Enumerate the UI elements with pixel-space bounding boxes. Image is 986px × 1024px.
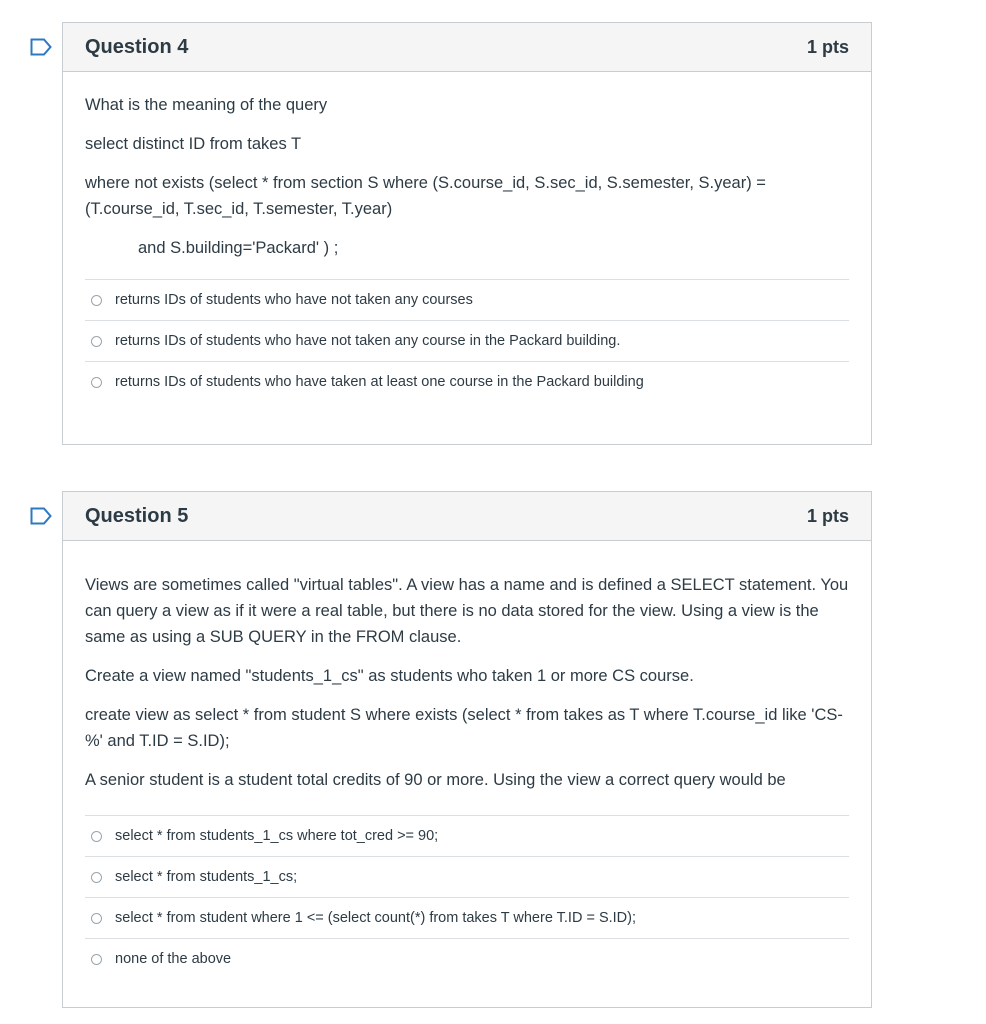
answer-option[interactable] — [85, 815, 849, 856]
answer-option[interactable] — [85, 279, 849, 320]
answer-list — [85, 279, 849, 424]
radio-icon[interactable] — [91, 377, 102, 388]
question-paragraph: Create a view named "students_1_cs" as students who taken 1 or more CS course. — [85, 667, 694, 685]
question-paragraph: select distinct ID from takes T — [85, 135, 302, 153]
question-title: Question 5 — [85, 504, 189, 527]
answer-label[interactable]: select * from student where 1 <= (select count(*) from takes T where T.ID = S.ID); — [115, 910, 637, 926]
question-paragraph: What is the meaning of the query — [85, 96, 328, 114]
radio-icon[interactable] — [91, 336, 102, 347]
answer-option[interactable] — [85, 320, 849, 361]
question-paragraph: where not exists (select * from section S where (S.course_id, S.sec_id, S.semester, S.year) = (T.course_id, T.sec_id, T.semester, T.year) — [85, 174, 766, 218]
flag-icon[interactable] — [30, 38, 52, 56]
answer-option[interactable] — [85, 856, 849, 897]
question-points: 1 pts — [806, 36, 849, 57]
question-header — [63, 23, 871, 72]
radio-icon[interactable] — [91, 913, 102, 924]
answer-label[interactable]: returns IDs of students who have taken at least one course in the Packard building — [115, 374, 644, 390]
question-paragraph: Views are sometimes called "virtual tables". A view has a name and is defined a SELECT statement. You can query a view as if it were a real table, but there is no data stored for the view. Using a view is the same as using a SUB QUERY in the FROM clause. — [85, 576, 849, 646]
flag-icon[interactable] — [30, 507, 52, 525]
radio-icon[interactable] — [91, 872, 102, 883]
question-header — [63, 492, 871, 541]
answer-option[interactable] — [85, 361, 849, 402]
question-5 — [62, 491, 872, 1008]
question-paragraph: A senior student is a student total credits of 90 or more. Using the view a correct query would be — [85, 771, 786, 789]
question-text — [85, 92, 849, 261]
question-4 — [62, 22, 872, 445]
answer-option[interactable] — [85, 897, 849, 938]
answer-option[interactable] — [85, 938, 849, 979]
answer-list — [85, 815, 849, 1001]
radio-icon[interactable] — [91, 295, 102, 306]
question-paragraph: and S.building='Packard' ) ; — [138, 239, 339, 257]
question-points: 1 pts — [806, 505, 849, 526]
answer-label[interactable]: returns IDs of students who have not taken any course in the Packard building. — [115, 333, 621, 349]
answer-label[interactable]: select * from students_1_cs where tot_cred >= 90; — [115, 828, 439, 844]
radio-icon[interactable] — [91, 831, 102, 842]
question-text — [85, 572, 849, 793]
answer-label[interactable]: none of the above — [115, 951, 232, 967]
radio-icon[interactable] — [91, 954, 102, 965]
question-title: Question 4 — [85, 35, 189, 58]
question-paragraph: create view as select * from student S where exists (select * from takes as T where T.course_id like 'CS-%' and T.ID = S.ID); — [85, 706, 843, 750]
answer-label[interactable]: returns IDs of students who have not taken any courses — [115, 292, 473, 308]
answer-label[interactable]: select * from students_1_cs; — [115, 869, 298, 885]
